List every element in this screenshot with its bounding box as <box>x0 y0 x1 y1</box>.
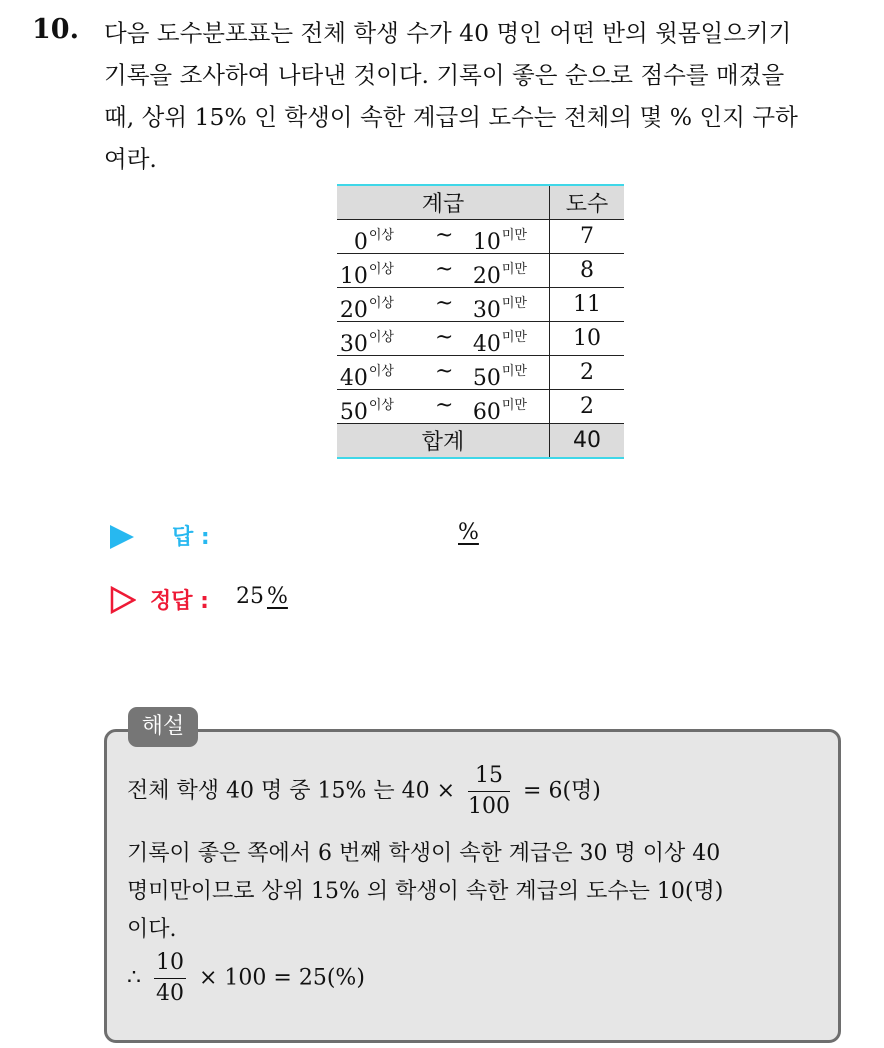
upper-bound: 60 <box>472 400 501 425</box>
class-range <box>337 288 550 322</box>
class-frequency: 11 <box>550 288 625 322</box>
play-triangle-icon <box>110 525 134 549</box>
table-header-row <box>337 185 624 220</box>
solution-unit: % <box>267 584 288 609</box>
above-tag: 이상 <box>368 262 394 277</box>
range-lower <box>340 394 394 425</box>
explanation-line-2: 기록이 좋은 쪽에서 6 번째 학생이 속한 계급은 30 명 이상 40 <box>127 841 721 866</box>
therefore-symbol: ∴ <box>127 965 141 991</box>
class-frequency: 2 <box>550 390 625 424</box>
table-row <box>337 220 624 254</box>
answer-unit: % <box>458 520 479 545</box>
outline-triangle-icon <box>110 586 136 614</box>
class-range <box>337 390 550 424</box>
range-upper <box>473 224 527 255</box>
below-tag: 미만 <box>501 296 527 311</box>
table-row <box>337 356 624 390</box>
class-frequency: 8 <box>550 254 625 288</box>
solution-row <box>108 582 408 618</box>
range-upper <box>473 360 527 391</box>
range-lower <box>340 360 394 391</box>
lower-bound: 50 <box>339 400 368 425</box>
class-range <box>337 322 550 356</box>
lower-bound: 40 <box>339 366 368 391</box>
explanation-line-3: 명미만이므로 상위 15% 의 학생이 속한 계급의 도수는 10(명) <box>127 879 724 904</box>
tilde: ~ <box>435 359 454 384</box>
table-row <box>337 390 624 424</box>
above-tag: 이상 <box>368 398 394 413</box>
class-frequency: 10 <box>550 322 625 356</box>
fraction <box>154 951 186 1006</box>
below-tag: 미만 <box>501 330 527 345</box>
explanation-text: 전체 학생 40 명 중 15% 는 40 × <box>127 778 456 804</box>
upper-bound: 30 <box>472 298 501 323</box>
range-lower <box>340 292 394 323</box>
question-line: 다음 도수분포표는 전체 학생 수가 40 명인 어떤 반의 윗몸일으키기 <box>104 19 792 47</box>
tilde: ~ <box>435 291 454 316</box>
lower-bound: 30 <box>339 332 368 357</box>
question-line: 여라. <box>104 145 157 173</box>
fraction-numerator: 15 <box>468 764 510 792</box>
lower-bound: 0 <box>353 230 368 255</box>
table-row <box>337 254 624 288</box>
range-upper <box>473 258 527 289</box>
range-lower <box>340 258 394 289</box>
below-tag: 미만 <box>501 262 527 277</box>
explanation-badge: 해설 <box>128 707 198 747</box>
fraction-denominator: 40 <box>156 981 184 1006</box>
upper-bound: 20 <box>472 264 501 289</box>
range-lower <box>354 224 394 255</box>
total-label: 합계 <box>337 424 550 459</box>
header-frequency: 도수 <box>550 185 625 220</box>
lower-bound: 20 <box>339 298 368 323</box>
question-line: 때, 상위 15% 인 학생이 속한 계급의 도수는 전체의 몇 % 인지 구하 <box>104 103 798 131</box>
range-upper <box>473 292 527 323</box>
question-number: 10. <box>32 14 79 45</box>
solution-number: 25 <box>236 584 264 609</box>
above-tag: 이상 <box>368 330 394 345</box>
explanation-line-1 <box>127 764 601 819</box>
tilde: ~ <box>435 223 454 248</box>
explanation-result: = 6(명) <box>523 778 601 804</box>
header-class: 계급 <box>337 185 550 220</box>
solution-value <box>236 584 288 609</box>
below-tag: 미만 <box>501 398 527 413</box>
fraction-denominator: 100 <box>468 794 511 819</box>
range-upper <box>473 326 527 357</box>
answer-label: 답 : <box>172 525 210 550</box>
class-frequency: 7 <box>550 220 625 254</box>
tilde: ~ <box>435 325 454 350</box>
above-tag: 이상 <box>368 364 394 379</box>
upper-bound: 10 <box>472 230 501 255</box>
explanation-line-4: 이다. <box>127 917 177 942</box>
table-row <box>337 288 624 322</box>
class-range <box>337 220 550 254</box>
frequency-table <box>337 184 624 459</box>
tilde: ~ <box>435 257 454 282</box>
solution-label: 정답 : <box>150 589 209 614</box>
class-range <box>337 356 550 390</box>
fraction <box>468 764 510 819</box>
range-lower <box>340 326 394 357</box>
class-frequency: 2 <box>550 356 625 390</box>
range-upper <box>473 394 527 425</box>
question-text <box>104 12 864 180</box>
fraction-numerator: 10 <box>154 951 186 979</box>
tilde: ~ <box>435 393 454 418</box>
table-total-row <box>337 424 624 459</box>
below-tag: 미만 <box>501 364 527 379</box>
below-tag: 미만 <box>501 228 527 243</box>
lower-bound: 10 <box>339 264 368 289</box>
above-tag: 이상 <box>368 228 394 243</box>
explanation-result: × 100 = 25(%) <box>199 965 365 991</box>
upper-bound: 50 <box>472 366 501 391</box>
total-value: 40 <box>550 424 625 459</box>
answer-row <box>108 518 528 554</box>
explanation-line-5 <box>127 951 365 1006</box>
upper-bound: 40 <box>472 332 501 357</box>
question-line: 기록을 조사하여 나타낸 것이다. 기록이 좋은 순으로 점수를 매겼을 <box>104 61 785 89</box>
above-tag: 이상 <box>368 296 394 311</box>
class-range <box>337 254 550 288</box>
table-row <box>337 322 624 356</box>
